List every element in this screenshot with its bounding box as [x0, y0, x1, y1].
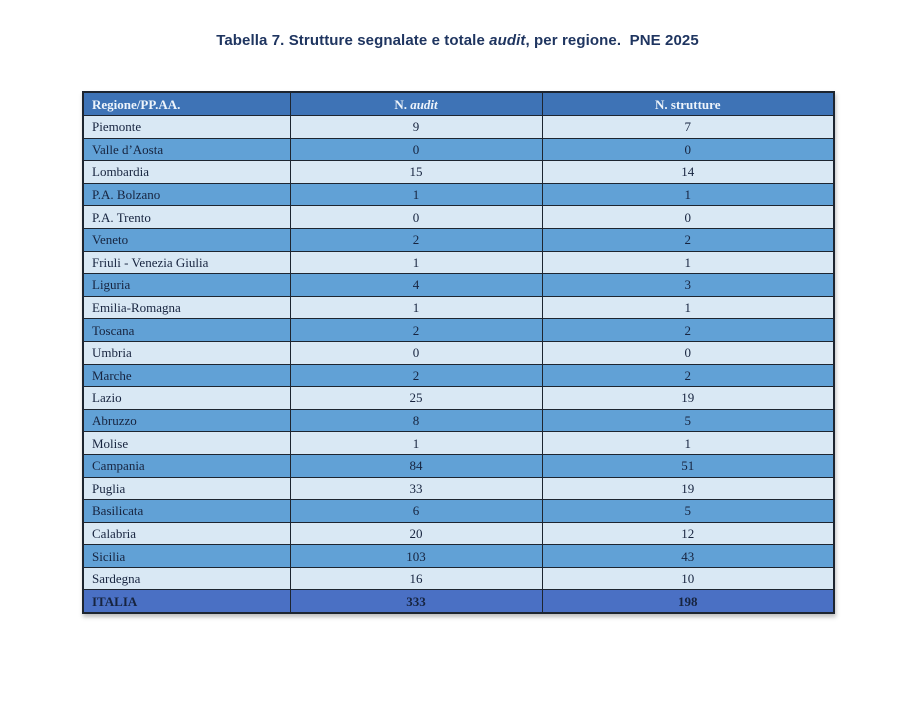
cell-audit: 8 [290, 409, 542, 432]
cell-audit: 2 [290, 364, 542, 387]
table-body [83, 116, 834, 614]
table-row [83, 161, 834, 184]
table-row [83, 387, 834, 410]
cell-regione: Molise [83, 432, 290, 455]
cell-strutture: 5 [542, 409, 834, 432]
table-row [83, 116, 834, 139]
cell-audit: 20 [290, 522, 542, 545]
cell-audit: 1 [290, 432, 542, 455]
cell-strutture: 12 [542, 522, 834, 545]
table-row-total [83, 590, 834, 613]
title-text-italic: audit [489, 32, 526, 49]
cell-strutture: 2 [542, 228, 834, 251]
title-text-suffix: , per regione. PNE 2025 [525, 32, 699, 49]
table-row [83, 409, 834, 432]
table-header [83, 92, 834, 116]
header-row [83, 92, 834, 116]
cell-regione: Puglia [83, 477, 290, 500]
table-row [83, 500, 834, 523]
cell-regione: Abruzzo [83, 409, 290, 432]
table-row [83, 251, 834, 274]
cell-regione: Piemonte [83, 116, 290, 139]
cell-audit: 2 [290, 319, 542, 342]
table-row [83, 477, 834, 500]
cell-strutture: 14 [542, 161, 834, 184]
cell-strutture: 19 [542, 387, 834, 410]
cell-strutture: 7 [542, 116, 834, 139]
cell-audit: 4 [290, 274, 542, 297]
cell-regione: Umbria [83, 341, 290, 364]
table-row [83, 228, 834, 251]
table-row [83, 206, 834, 229]
col-header-regione: Regione/PP.AA. [83, 92, 290, 116]
cell-regione: Calabria [83, 522, 290, 545]
cell-regione: Lazio [83, 387, 290, 410]
table-row [83, 341, 834, 364]
cell-audit: 1 [290, 251, 542, 274]
cell-audit: 2 [290, 228, 542, 251]
cell-audit: 0 [290, 341, 542, 364]
col-header-audit-prefix: N. [394, 96, 411, 112]
cell-audit: 25 [290, 387, 542, 410]
cell-regione: Lombardia [83, 161, 290, 184]
cell-strutture: 5 [542, 500, 834, 523]
table-row [83, 274, 834, 297]
table-row [83, 545, 834, 568]
table-row [83, 319, 834, 342]
cell-strutture: 1 [542, 296, 834, 319]
cell-strutture: 0 [542, 341, 834, 364]
cell-audit: 103 [290, 545, 542, 568]
table-row [83, 522, 834, 545]
cell-strutture: 0 [542, 138, 834, 161]
cell-audit: 9 [290, 116, 542, 139]
table-row [83, 567, 834, 590]
table-row [83, 296, 834, 319]
table-row [83, 138, 834, 161]
cell-regione: Sicilia [83, 545, 290, 568]
cell-audit: 15 [290, 161, 542, 184]
cell-regione: Sardegna [83, 567, 290, 590]
cell-regione: Liguria [83, 274, 290, 297]
cell-strutture: 1 [542, 183, 834, 206]
cell-regione: Toscana [83, 319, 290, 342]
cell-audit: 84 [290, 454, 542, 477]
cell-regione: Emilia-Romagna [83, 296, 290, 319]
table-title [82, 32, 833, 49]
col-header-audit [290, 92, 542, 116]
cell-regione: Marche [83, 364, 290, 387]
cell-strutture: 10 [542, 567, 834, 590]
cell-audit: 1 [290, 296, 542, 319]
cell-audit: 333 [290, 590, 542, 613]
table-row [83, 432, 834, 455]
cell-regione: ITALIA [83, 590, 290, 613]
regioni-audit-table [82, 91, 835, 614]
table-row [83, 454, 834, 477]
cell-audit: 33 [290, 477, 542, 500]
col-header-audit-italic: audit [410, 96, 438, 112]
table-row [83, 183, 834, 206]
cell-regione: Basilicata [83, 500, 290, 523]
title-text-prefix: Tabella 7. Strutture segnalate e totale [216, 32, 490, 49]
cell-regione: P.A. Trento [83, 206, 290, 229]
cell-strutture: 1 [542, 251, 834, 274]
cell-regione: Veneto [83, 228, 290, 251]
cell-regione: Valle d’Aosta [83, 138, 290, 161]
cell-strutture: 51 [542, 454, 834, 477]
cell-strutture: 198 [542, 590, 834, 613]
cell-audit: 1 [290, 183, 542, 206]
cell-strutture: 43 [542, 545, 834, 568]
cell-strutture: 3 [542, 274, 834, 297]
col-header-strutture: N. strutture [542, 92, 834, 116]
cell-strutture: 2 [542, 319, 834, 342]
cell-strutture: 0 [542, 206, 834, 229]
cell-strutture: 2 [542, 364, 834, 387]
cell-strutture: 19 [542, 477, 834, 500]
cell-regione: P.A. Bolzano [83, 183, 290, 206]
table-row [83, 364, 834, 387]
cell-audit: 6 [290, 500, 542, 523]
cell-audit: 16 [290, 567, 542, 590]
cell-regione: Friuli - Venezia Giulia [83, 251, 290, 274]
cell-regione: Campania [83, 454, 290, 477]
cell-audit: 0 [290, 206, 542, 229]
cell-audit: 0 [290, 138, 542, 161]
cell-strutture: 1 [542, 432, 834, 455]
